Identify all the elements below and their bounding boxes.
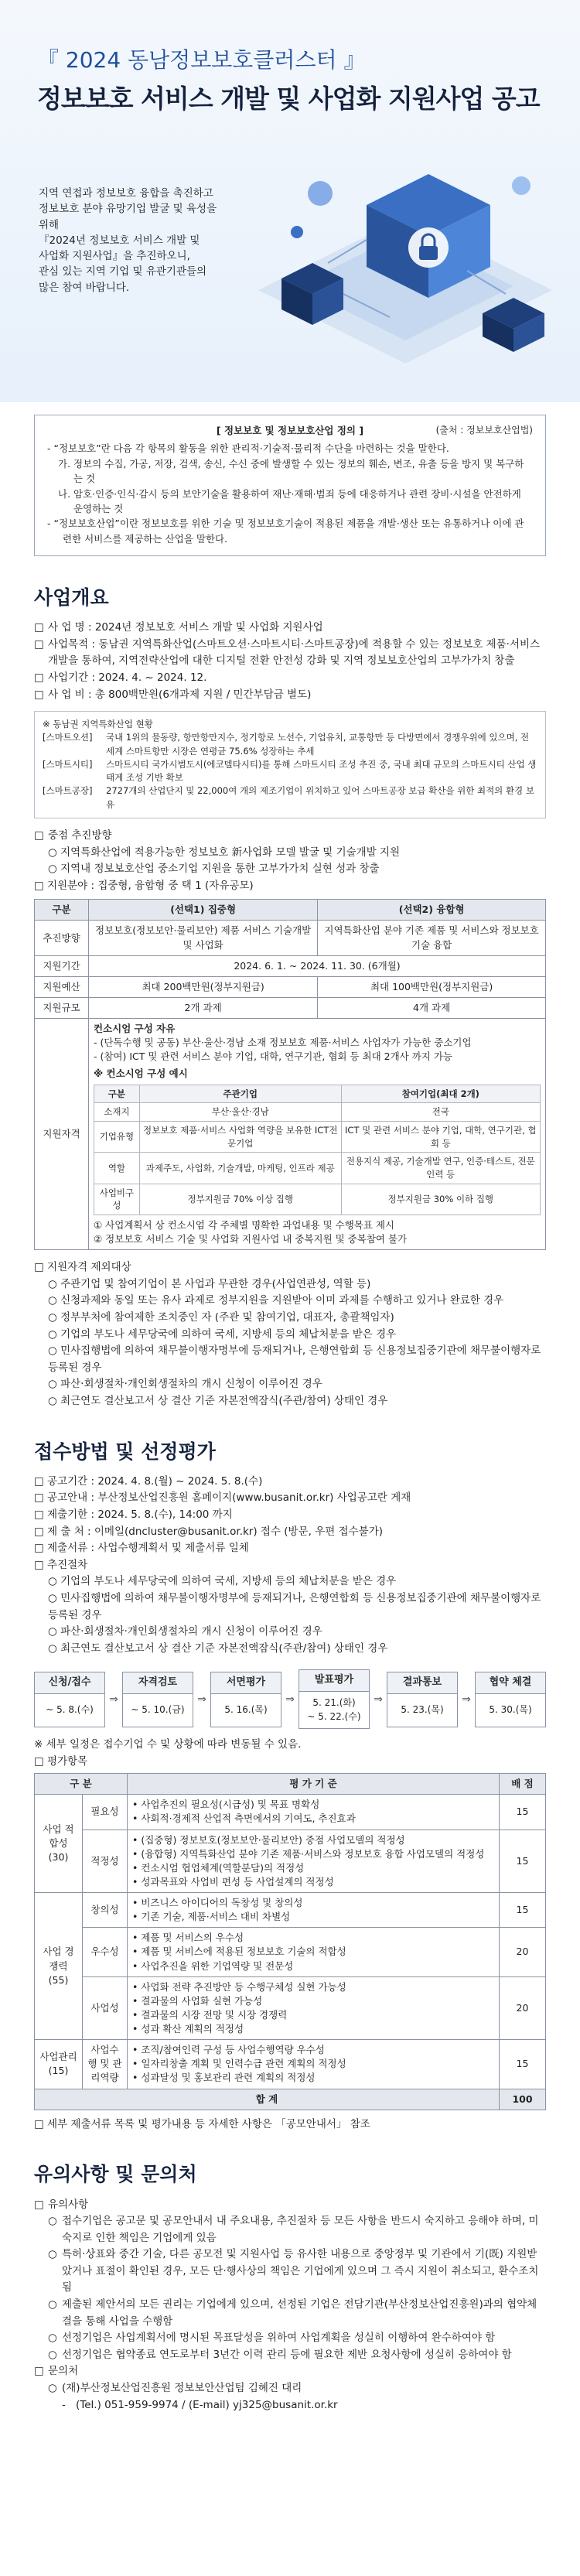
eval-title: □ 평가항목 [34, 1754, 88, 1768]
step-note: ※ 세부 일정은 접수기업 수 및 상황에 따라 변동될 수 있음. [34, 1737, 302, 1751]
definition-box [34, 415, 546, 556]
overview-item: □ 사업목적 : 동남권 지역특화산업(스마트오션·스마트시티·스마트공장)에 적용할 수 있는 정보보호 제품·서비스 개발을 통하여, 지역전략산업에 대한 디지털 전환 안전성 강화 및 지역 정보보호산업의 고부가가치 창출 [34, 637, 541, 668]
step-agreement: 협약 체결 5. 30.(목) [475, 1672, 546, 1727]
definition-row: 나. 암호·인증·인식·감시 등의 보안기술을 활용하여 재난·재해·범죄 등에 대응하거나 관련 장비·시설을 안전하게 운영하는 것 [58, 487, 521, 514]
consortium-example-table: 구분 주관기업 참여기업(최대 2개) 소재지 부산·울산·경남 전국 기업유형 정보보호 제품·서비스 사업화 역량을 보유한 ICT전문기업 ICT 및 관련 서비스 분야 기업, 대학, 연구기관, 협회 등 역할 과제주도, 사업화, 기술개발, 마케팅, 인프라 제공 전용지식 제공, 기술개발 연구, 인증·테스트, 전문인력 등 사업비구성 정부지원금 70% 이상 집행 정부지원금 30% 이하 집행 [94, 1085, 541, 1215]
direction-item: ○ 지역특화산업에 적용가능한 정보보호 新사업화 모델 발굴 및 기술개발 지원 [48, 846, 401, 859]
step-result: 결과통보 5. 23.(목) [387, 1672, 458, 1727]
specialized-industry-head: ※ 동남권 지역특화산업 현황 [43, 719, 153, 730]
arrow-icon: ⇒ [462, 1693, 471, 1706]
apply-heading: 접수방법 및 선정평가 [34, 1440, 216, 1463]
overview-item: □ 사업기간 : 2024. 4. ~ 2024. 12. [34, 671, 207, 685]
apply-section: □ 공고기간 : 2024. 4. 8.(월) ~ 2024. 5. 8.(수) □ 공고안내 : 부산정보산업진흥원 홈페이지(www.busanit.or.kr) 사업공고란 게재 □ 제출기한 : 2024. 5. 8.(수), 14:00 까지 □ 제 출 처 : 이메일(dncluster@busanit.or.kr) 접수 (방문, 우편 접수불가) □ 제출서류 : 사업수행계획서 및 제출서류 일체 □ 추진절차 ○ 기업의 부도나 세무당국에 의하여 국세, 지방세 등의 체납처분을 받은 경우 ○ 민사집행법에 의하여 채무불이행자명부에 등재되거나, 은행연합회 등 신용정보집중기관에 채무불이행자로 등록된 경우 ○ 파산·회생절차·개인회생절차의 개시 신청이 이루어진 경우 ○ 최근연도 결산보고서 상 결산 기준 자본전액잠식(주관/참여) 상태인 경우 신청/접수 ~ 5. 8.(수) ⇒ 자격검토 ~ 5. 10.(금) ⇒ 서면평가 5. 16.(목) ⇒ 발표평가 5. 21.(화) ~ 5. 22.(수) ⇒ 결과통보 5. 23.(목) ⇒ 협약 체결 5. 30.(목) ※ 세부 일정은 접수기업 수 및 상황에 따라 변동될 수 있음. □ 평가항목 구 분 평 가 기 준 배 점 사업 적합성 (30) 필요성 • 사업추진의 필요성(시급성) 및 목표 명확성 • 사회적·경제적 산업적 측면에서의 기여도, 추진효과 15 적정성 • (집중형) 정보보호(정보보안·물리보안) 중점 사업모델의 적정성 • (융합형) 지역특화산업 분야 기존 제품·서비스와 정보보호 융합 사업모델의 적정성 • 컨소시엄 협업체계(역할분담)의 적정성 • 성과목표와 사업비 편성 등 사업설계의 적정성 15 사업 경쟁력 (55) 창의성 • 비즈니스 아이디어의 독창성 및 창의성 • 기존 기술, 제품·서비스 대비 차별성 15 우수성 • 제품 및 서비스의 우수성 • 제품 및 서비스에 적용된 정보보호 기술의 적합성 • 사업추진을 위한 기업역량 및 전문성 20 사업성 • 사업화 전략 추진방안 등 수행구체성 실현 가능성 • 결과물의 사업화 실현 가능성 • 결과물의 시장 전망 및 시장 경쟁력 • 성과 확산 계획의 적정성 20 사업관리 (15) 사업수행 및 관리역량 • 조직/참여인력 구성 등 사업수행역량 우수성 • 일자리창출 계획 및 인력수급 관련 계획의 적정성 • 성과달성 및 홍보관리 관련 계획의 적정성 15 합 계 100 □ 세부 제출서류 목록 및 평가내용 등 자세한 사항은 「공모안내서」 참조 [0, 1474, 580, 2133]
support-field-table: 구분 (선택1) 집중형 (선택2) 융합형 추진방향 정보보호(정보보안·물리보안) 제품 서비스 기술개발 및 사업화 지역특화산업 분야 기존 제품 및 서비스와 정보보호 기술 융합 지원기간 2024. 6. 1. ~ 2024. 11. 30. (6개월) 지원예산 최대 200백만원(정부지원금) 최대 100백만원(정부지원금) 지원규모 2개 과제 4개 과제 지원자격 컨소시엄 구성 자유 - (단독수행 및 공동) 부산·울산·경남 소재 정보보호 제품·서비스 사업자가 가능한 중소기업 - (참여) ICT 및 관련 서비스 분야 기업, 대학, 연구기관, 협회 등 최대 2개사 까지 가능 ※ 컨소시엄 구성 예시 구분 주관기업 참여기업(최대 2개) 소재지 부산·울산·경남 전국 기업유형 정보보호 제품·서비스 사업화 역량을 보유한 ICT전문기업 ICT 및 관련 서비스 분야 기업, 대학, 연구기관, 협회 등 역할 과제주도, 사업화, 기술개발, 마케팅, 인프라 제공 전용지식 제공, 기술개발 연구, 인증·테스트, 전문인력 등 사업비구성 정부지원금 70% 이상 집행 정부지원금 30% 이하 집행 ① 사업계획서 상 컨소시엄 각 주체별 명확한 과업내용 및 수행목표 제시 ② 정보보호 서비스 기술 및 사업화 지원사업 내 중복지원 및 중복참여 불가 [34, 899, 546, 1250]
direction-item: ○ 지역내 정보보호산업 중소기업 지원을 통한 고부가가치 실현 성과 창출 [48, 863, 380, 876]
definition-row: - “정보보호”란 다음 각 항목의 활동을 위한 관리적·기술적·물리적 수단을 마련하는 것을 말한다. [47, 442, 449, 455]
process-steps [34, 1669, 546, 1729]
field-title: □ 지원분야 : 집중형, 융합형 중 택 1 (자유공모) [34, 879, 254, 892]
overview-heading: 사업개요 [34, 586, 109, 609]
step-apply: 신청/접수 ~ 5. 8.(수) [34, 1672, 105, 1727]
arrow-icon: ⇒ [109, 1693, 118, 1706]
exclusion-block: □ 지원자격 제외대상 ○ 주관기업 및 참여기업이 본 사업과 무관한 경우(사업연관성, 역할 등) ○ 신청과제와 동일 또는 유사 과제로 정부지원을 지원받아 이미 과제를 수행하고 있거나 완료한 경우 ○ 정부부처에 참여제한 조치중인 자 (주관 및 참여기업, 대표자, 총괄책임자) ○ 기업의 부도나 세무당국에 의하여 국세, 지방세 등의 체납처분을 받은 경우 ○ 민사집행법에 의하여 채무불이행자명부에 등재되거나, 은행연합회 등 신용정보집중기관에 채무불이행자로 등록된 경우 ○ 파산·회생절차·개인회생절차의 개시 신청이 이루어진 경우 ○ 최근연도 결산보고서 상 결산 기준 자본전액잠식(주관/참여) 상태인 경우 [34, 1261, 541, 1407]
notice-section: □ 유의사항 ○ 접수기업은 공고문 및 공모안내서 내 주요내용, 추진절차 등 모든 사항을 반드시 숙지하고 응해야 하며, 미숙지로 인한 책임은 기업에게 있음 ○ 특허·상표와 중간 기술, 다른 공모전 및 지원사업 등 유사한 내용으로 중앙정부 및 기관에서 기(既) 지원받았거나 표절이 확인된 경우, 모든 단·행사상의 책임은 기업에게 있으며 그 즉시 지원이 취소되고, 환수조치 됨 ○ 제출된 제안서의 모든 권리는 기업에게 있으며, 선정된 기업은 전담기관(부산정보산업진흥원)과의 협약체결을 통해 사업을 수행함 ○ 선정기업은 사업계획서에 명시된 목표달성을 위하여 사업계획을 성실히 이행하여 완수하여야 함 ○ 선정기업은 협약종료 연도로부터 3년간 이력 관리 등에 필요한 제반 요청사항에 성실히 응하여야 함 □ 문의처 ○ (재)부산정보산업진흥원 정보보안산업팀 김혜진 대리 - (Tel.) 051-959-9974 / (E-mail) yj325@busanit.or.kr [0, 2197, 580, 2414]
definition-row: 가. 정보의 수집, 가공, 저장, 검색, 송신, 수신 중에 발생할 수 있는 정보의 훼손, 변조, 유출 등을 방지 및 복구하는 것 [58, 457, 524, 485]
overview-section [0, 620, 580, 1409]
step-presentation-eval: 발표평가 5. 21.(화) ~ 5. 22.(수) [299, 1669, 370, 1729]
step-review: 자격검토 ~ 5. 10.(금) [122, 1672, 193, 1727]
hero-title-line2: 정보보호 서비스 개발 및 사업화 지원사업 공고 [37, 84, 540, 114]
specialized-industry-box: ※ 동남권 지역특화산업 현황 [스마트오션] 국내 1위의 물동량, 항만항만지수, 정기항로 노선수, 기업유치, 교통항만 등 다방면에서 경쟁우위에 있으며, 전세계 스마트항만 시장은 연평균 75.6% 성장하는 추세 [스마트시티] 스마트시티 국가시범도시(에코델타시티)를 통해 스마트시티 조성 추진 중, 국내 최대 규모의 스마트시티 산업 생태계 조성 기반 확보 [스마트공장] 2727개의 산업단지 및 22,000여 개의 제조기업이 위치하고 있어 스마트공장 보급 확산을 위한 최적의 환경 보유 [34, 711, 546, 818]
overview-item: □ 사 업 비 : 총 800백만원(6개과제 지원 / 민간부담금 별도) [34, 688, 312, 701]
arrow-icon: ⇒ [374, 1693, 383, 1706]
arrow-icon: ⇒ [197, 1693, 206, 1706]
arrow-icon: ⇒ [285, 1693, 295, 1706]
overview-item: □ 사 업 명 : 2024년 정보보호 서비스 개발 및 사업화 지원사업 [34, 621, 323, 634]
definition-row: - “정보보호산업”이란 정보보호를 위한 기술 및 정보보호기술이 적용된 제품을 개발·생산 또는 유통하거나 이에 관련한 서비스를 제공하는 산업을 말한다. [47, 518, 524, 545]
step-document-eval: 서면평가 5. 16.(목) [210, 1672, 281, 1727]
eval-note: □ 세부 제출서류 목록 및 평가내용 등 자세한 사항은 「공모안내서」 참조 [34, 2117, 370, 2130]
notice-heading: 유의사항 및 문의처 [34, 2163, 197, 2186]
hero-banner [0, 0, 580, 402]
hero-title-line1: 『 2024 동남정보보호클러스터 』 [37, 47, 366, 73]
direction-title: □ 중점 추진방향 [34, 828, 112, 842]
contact-info: (Tel.) 051-959-9974 / (E-mail) yj325@busanit.or.kr [76, 2398, 338, 2411]
definition-source: (출처 : 정보보호산업법) [435, 425, 533, 436]
definition-title: [ 정보보호 및 정보보호산업 정의 ] [216, 425, 364, 436]
security-isometric-illustration [251, 132, 560, 387]
hero-intro-text: 지역 연접과 정보보호 융합을 촉진하고 정보보호 분야 유망기업 발굴 및 육성을 위해 『2024년 정보보호 서비스 개발 및 사업화 지원사업』을 추진하오니, 관심 있는 지역 기업 및 유관기관들의 많은 참여 바랍니다. [39, 187, 217, 294]
evaluation-table: 구 분 평 가 기 준 배 점 사업 적합성 (30) 필요성 • 사업추진의 필요성(시급성) 및 목표 명확성 • 사회적·경제적 산업적 측면에서의 기여도, 추진효과 15 적정성 • (집중형) 정보보호(정보보안·물리보안) 중점 사업모델의 적정성 • (융합형) 지역특화산업 분야 기존 제품·서비스와 정보보호 융합 사업모델의 적정성 • 컨소시엄 협업체계(역할분담)의 적정성 • 성과목표와 사업비 편성 등 사업설계의 적정성 15 사업 경쟁력 (55) 창의성 • 비즈니스 아이디어의 독창성 및 창의성 • 기존 기술, 제품·서비스 대비 차별성 15 우수성 • 제품 및 서비스의 우수성 • 제품 및 서비스에 적용된 정보보호 기술의 적합성 • 사업추진을 위한 기업역량 및 전문성 20 사업성 • 사업화 전략 추진방안 등 수행구체성 실현 가능성 • 결과물의 사업화 실현 가능성 • 결과물의 시장 전망 및 시장 경쟁력 • 성과 확산 계획의 적정성 20 사업관리 (15) 사업수행 및 관리역량 • 조직/참여인력 구성 등 사업수행역량 우수성 • 일자리창출 계획 및 인력수급 관련 계획의 적정성 • 성과달성 및 홍보관리 관련 계획의 적정성 15 합 계 100 [34, 1773, 546, 2110]
